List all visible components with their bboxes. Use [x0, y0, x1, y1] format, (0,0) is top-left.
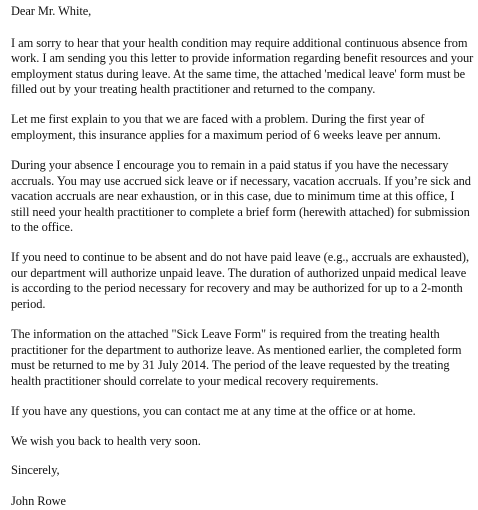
closing-wish: We wish you back to health very soon.: [11, 433, 201, 448]
paragraph-condition: I am sorry to hear that your health condition may require additional continuous absence from work. I am sending you this letter to provide information regarding benefit resources and your employment status during leave. At the same time, the attached 'medical leave' form must be filled out by your treating health practitioner and returned to the company.: [11, 35, 474, 97]
letter-body: [11, 4, 477, 510]
paragraph-paid-status: During your absence I encourage you to remain in a paid status if you have the necessary accruals. You may use accrued sick leave or if necessary, vacation accruals. If you’re sick and vacation accruals are near exhaustion, or in this case, due to minimum time at this office, I still need your health practitioner to complete a brief form (herewith attached) for submission to the office.: [11, 157, 471, 235]
paragraph-problem: Let me first explain to you that we are faced with a problem. During the first year of employment, this insurance applies for a maximum period of 6 weeks leave per annum.: [11, 112, 441, 142]
salutation: Dear Mr. White,: [11, 4, 92, 18]
paragraph-sick-leave-form: The information on the attached "Sick Leave Form" is required from the treating health practitioner for the department to authorize leave. As mentioned earlier, the completed form must be returned to me by 31 July 2014. The period of the leave requested by the treating health practitioner should correlate to your medical recovery requirements.: [11, 327, 462, 388]
paragraph-questions: If you have any questions, you can contact me at any time at the office or at home.: [11, 403, 416, 418]
signoff: Sincerely,: [11, 463, 60, 478]
signature-name: John Rowe: [11, 494, 66, 508]
paragraph-unpaid-leave: If you need to continue to be absent and do not have paid leave (e.g., accruals are exhausted), our department will authorize unpaid leave. The duration of authorized unpaid medical leave is according to the period necessary for recovery and may be authorized for up to a 2-month period.: [11, 250, 469, 312]
